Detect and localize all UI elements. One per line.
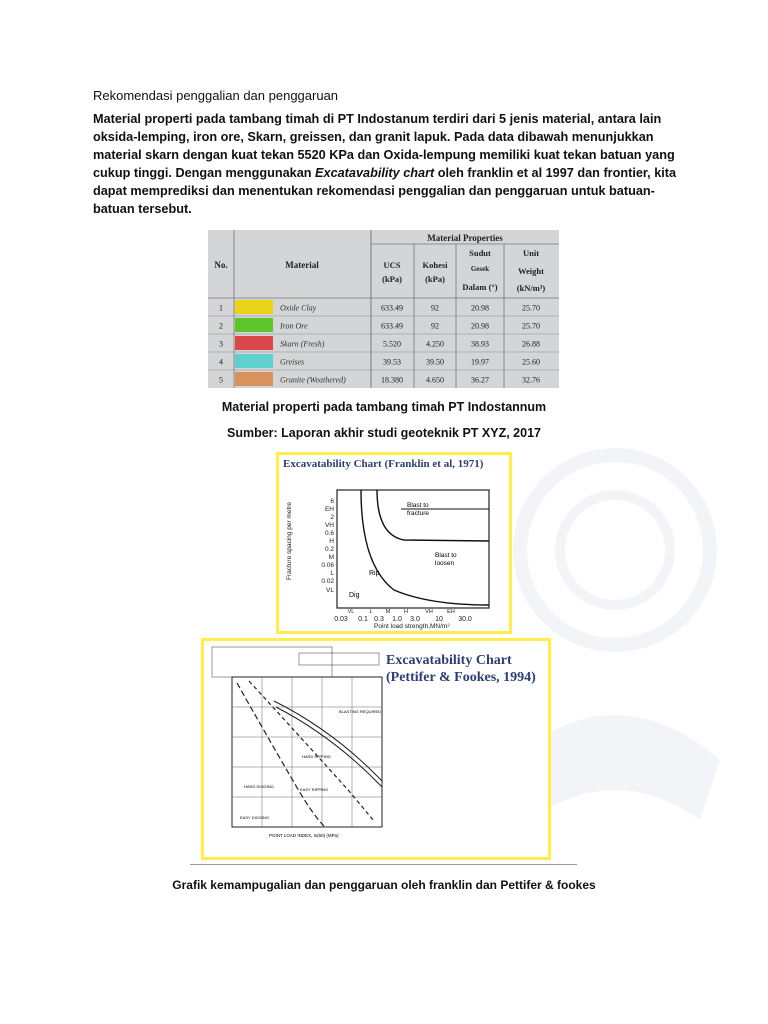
row-color-swatch <box>235 372 273 386</box>
franklin-ylabel: Fracture spacing per metre <box>286 501 293 580</box>
franklin-xtick: 10 <box>435 616 443 623</box>
region-hard-digging: HARD DIGGING <box>244 784 274 789</box>
franklin-xtick: 0.03 <box>334 616 348 623</box>
row-ucs: 633.49 <box>381 321 403 331</box>
franklin-xtick: 30.0 <box>458 616 472 623</box>
row-unit: 25.70 <box>522 321 540 331</box>
intro-paragraph <box>93 110 683 218</box>
row-material: Greises <box>280 357 305 367</box>
row-kohesi: 39.50 <box>426 357 444 367</box>
header-no: No. <box>214 260 228 270</box>
pettifer-xlabel: POINT LOAD INDEX, Is(50) (MPa) <box>269 833 339 838</box>
franklin-ytick: VH <box>324 522 334 529</box>
row-ucs: 5.520 <box>383 339 401 349</box>
blast-rip-boundary <box>377 490 489 541</box>
row-sudut: 20.98 <box>471 321 489 331</box>
row-kohesi: 4.650 <box>426 375 444 385</box>
header-kohesi: Kohesi <box>422 260 448 270</box>
row-sudut: 19.97 <box>471 357 489 367</box>
row-unit: 32.76 <box>522 375 540 385</box>
franklin-xclass: L <box>369 609 373 615</box>
region-rip: Rip <box>369 570 380 577</box>
franklin-ytick: 6 <box>330 498 334 505</box>
franklin-ytick: VL <box>326 587 334 594</box>
row-no: 1 <box>219 303 223 313</box>
row-sudut: 36.27 <box>471 375 489 385</box>
row-color-swatch <box>235 354 273 368</box>
franklin-ytick: EH <box>324 506 334 513</box>
header-unit: Unit <box>522 248 540 258</box>
material-properties-table <box>208 230 559 388</box>
header-ucs: UCS <box>383 260 401 270</box>
row-unit: 26.88 <box>522 339 540 349</box>
franklin-xclass: H <box>404 609 408 615</box>
row-sudut: 20.98 <box>471 303 489 313</box>
header-group: Material Properties <box>427 233 503 243</box>
table-source: Sumber: Laporan akhir studi geoteknik PT XYZ, 2017 <box>227 426 541 440</box>
row-sudut: 38.93 <box>471 339 489 349</box>
header-sudut: Dalam (°) <box>462 282 498 292</box>
franklin-chart-title: Excavatability Chart (Franklin et al, 1971) <box>283 458 484 470</box>
row-no: 4 <box>219 357 223 367</box>
franklin-xclass: VH <box>425 609 433 615</box>
table-caption: Material properti pada tambang timah PT Indostannum <box>221 400 547 414</box>
franklin-ytick: 0.6 <box>324 530 334 537</box>
header-sudut: Gesek <box>470 265 490 273</box>
header-unit: (kN/m³) <box>516 283 546 293</box>
franklin-ytick: 0.2 <box>324 546 334 553</box>
region-blast-loosen-2: loosen <box>435 560 455 567</box>
franklin-ytick: M <box>328 554 334 561</box>
franklin-xtick: 0.1 <box>358 616 368 623</box>
region-easy-ripping: EASY RIPPING <box>300 787 329 792</box>
franklin-ytick: H <box>329 538 334 545</box>
figure-caption: Grafik kemampugalian dan penggaruan oleh franklin dan Pettifer & fookes <box>172 878 596 892</box>
franklin-xtick: 0.3 <box>374 616 384 623</box>
row-kohesi: 4.250 <box>426 339 444 349</box>
header-kohesi: (kPa) <box>425 274 445 284</box>
region-blast-fracture-1: Blast to <box>407 502 429 509</box>
region-blasting: BLASTING REQUIRED <box>339 709 382 714</box>
franklin-chart <box>276 452 512 634</box>
franklin-xclass: M <box>385 609 391 615</box>
row-kohesi: 92 <box>431 303 439 313</box>
row-color-swatch <box>235 336 273 350</box>
row-ucs: 633.49 <box>381 303 403 313</box>
franklin-xclass: EH <box>447 609 455 615</box>
franklin-xlabel: Point load strength,MN/m² <box>374 623 450 630</box>
pettifer-chart-title: Excavatability Chart <box>386 653 512 668</box>
row-unit: 25.70 <box>522 303 540 313</box>
row-kohesi: 92 <box>431 321 439 331</box>
row-material: Oxide Clay <box>280 303 317 313</box>
row-ucs: 39.53 <box>383 357 401 367</box>
header-material: Material <box>285 260 319 270</box>
franklin-ytick: 0.02 <box>321 578 334 585</box>
row-ucs: 18.380 <box>381 375 403 385</box>
header-sudut: Sudut <box>469 248 491 258</box>
row-color-swatch <box>235 318 273 332</box>
row-material: Granite (Weathered) <box>280 375 346 385</box>
header-unit: Weight <box>518 266 544 276</box>
row-unit: 25.60 <box>522 357 540 367</box>
pettifer-fookes-chart <box>201 638 551 860</box>
region-blast-loosen-1: Blast to <box>435 552 457 559</box>
paragraph-italic: Excatavability chart <box>315 166 435 180</box>
franklin-ytick: 0.06 <box>321 562 334 569</box>
paragraph-text-1: Material properti pada tambang timah di PT Indostanum terdiri dari 5 jenis material, antara lain oksida-lemping, iron ore, Skarn, greissen, dan granit lapuk. Pada data dibawah menunjukkan material skarn dengan kuat tekan 5520 KPa dan Oxida-lempung memiliki kuat tekan batuan yang cukup tinggi. Dengan menggunakan <box>93 112 675 180</box>
row-no: 3 <box>219 339 223 349</box>
paragraph-text-2: oleh franklin et al 1997 dan frontier, kita dapat memprediksi dan menentukan rekomendasi penggalian dan penggaruan untuk batuan-batuan tersebut. <box>93 166 677 216</box>
pettifer-chart-subtitle: (Pettifer & Fookes, 1994) <box>386 670 536 685</box>
row-material: Skarn (Fresh) <box>280 339 325 349</box>
divider <box>190 864 577 865</box>
franklin-ytick: 2 <box>330 514 334 521</box>
region-easy-digging: EASY DIGGING <box>240 815 270 820</box>
row-no: 5 <box>219 375 223 385</box>
franklin-ytick: L <box>330 570 334 577</box>
row-material: Iron Ore <box>280 321 308 331</box>
row-color-swatch <box>235 300 273 314</box>
region-dig: Dig <box>349 592 360 599</box>
header-ucs: (kPa) <box>382 274 402 284</box>
region-hard-ripping: HARD RIPPING <box>302 754 331 759</box>
franklin-xclass: VL <box>347 609 355 615</box>
region-blast-fracture-2: fracture <box>407 510 430 517</box>
franklin-xtick: 3.0 <box>410 616 420 623</box>
row-no: 2 <box>219 321 223 331</box>
section-heading: Rekomendasi penggalian dan penggaruan <box>93 88 339 103</box>
franklin-xtick: 1.0 <box>392 616 402 623</box>
